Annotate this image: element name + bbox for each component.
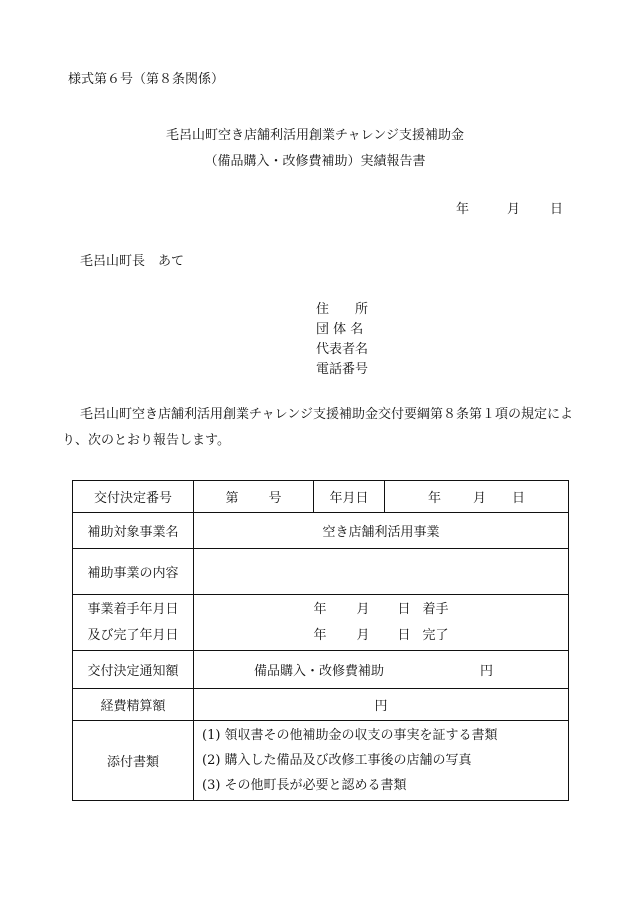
project-start-date — [194, 597, 568, 623]
sender-phone-label: 電話番号 — [316, 362, 369, 377]
date-day-label: 日 — [550, 202, 564, 217]
decision-number-label: 交付決定番号 — [73, 481, 194, 513]
date-year-label: 年 — [456, 202, 470, 217]
attachment-item: (3) その他町長が必要と認める書類 — [202, 778, 407, 793]
form-number: 様式第６号（第８条関係） — [68, 72, 225, 87]
decision-number-field — [194, 481, 314, 513]
project-name-value: 空き店舗利活用事業 — [194, 513, 569, 549]
sender-address-label: 住 所 — [316, 302, 369, 317]
decision-date-month: 月 — [472, 491, 486, 506]
sender-organization-label: 団 体 名 — [316, 322, 364, 337]
end-year: 年 — [313, 627, 327, 643]
sender-representative-label: 代表者名 — [316, 342, 369, 357]
attachment-item: (2) 購入した備品及び改修工事後の店舗の写真 — [202, 753, 472, 768]
table-row-project-name — [73, 513, 569, 549]
table-row-project-dates — [73, 595, 569, 651]
notified-amount-label: 交付決定通知額 — [73, 651, 194, 689]
table-row-notified-amount — [73, 651, 569, 689]
document-title-line2: （備品購入・改修費補助）実績報告書 — [204, 154, 426, 169]
decision-number-suffix: 号 — [268, 491, 282, 506]
attachments-list — [194, 721, 569, 801]
project-content-label: 補助事業の内容 — [73, 549, 194, 595]
decision-date-year: 年 — [427, 491, 441, 506]
end-day: 日 — [397, 627, 411, 643]
notified-amount-unit: 円 — [480, 664, 494, 679]
report-table — [72, 480, 569, 801]
project-start-label: 事業着手年月日 — [87, 601, 179, 617]
table-row-attachments — [73, 721, 569, 801]
decision-date-field — [385, 481, 569, 513]
notified-amount-category: 備品購入・改修費補助 — [254, 664, 385, 679]
end-month: 月 — [356, 627, 370, 643]
project-name-label: 補助対象事業名 — [73, 513, 194, 549]
settled-amount-value: 円 — [194, 689, 569, 721]
attachments-label: 添付書類 — [73, 721, 194, 801]
project-dates-label — [73, 595, 194, 651]
project-content-value — [194, 549, 569, 595]
start-month: 月 — [356, 601, 370, 617]
report-date — [456, 198, 563, 217]
decision-date-day: 日 — [512, 491, 526, 506]
settled-amount-label: 経費精算額 — [73, 689, 194, 721]
notified-amount-value — [194, 651, 569, 689]
decision-date-label: 年月日 — [314, 481, 385, 513]
project-end-label: 及び完了年月日 — [87, 627, 179, 643]
addressee: 毛呂山町長 あて — [80, 254, 185, 269]
document-title-line1: 毛呂山町空き店舗利活用創業チャレンジ支援補助金 — [166, 128, 464, 143]
start-day: 日 — [397, 601, 411, 617]
attachment-item: (1) 領収書その他補助金の収支の事実を証する書類 — [202, 728, 498, 743]
project-end-date — [194, 623, 568, 649]
date-month-label: 月 — [507, 202, 521, 217]
start-year: 年 — [313, 601, 327, 617]
sender-block — [316, 300, 368, 380]
table-row-decision-number — [73, 481, 569, 513]
decision-number-prefix: 第 — [225, 491, 239, 506]
table-row-settled-amount — [73, 689, 569, 721]
end-suffix: 完了 — [422, 627, 449, 643]
project-dates-value — [194, 595, 569, 651]
start-suffix: 着手 — [422, 601, 449, 617]
report-paragraph: 毛呂山町空き店舗利活用創業チャレンジ支援補助金交付要綱第８条第１項の規定により、次のとおり報告します。 — [62, 407, 573, 448]
table-row-project-content — [73, 549, 569, 595]
